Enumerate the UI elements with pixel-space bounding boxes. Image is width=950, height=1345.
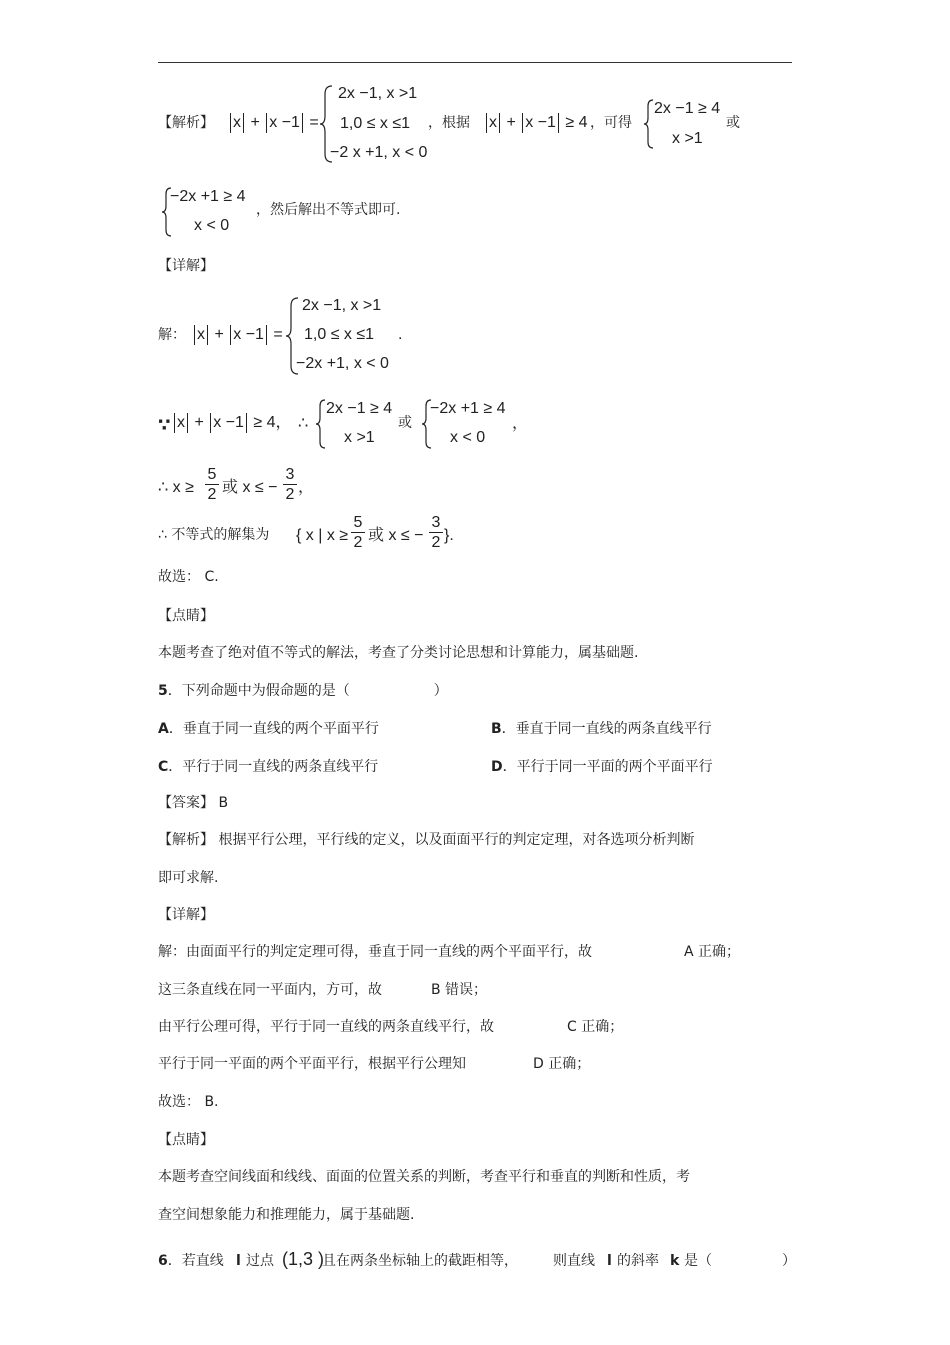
q5-detail-1-result: A 正确； (684, 944, 741, 960)
comment-text-1: 本题考查了绝对值不等式的解法，考查了分类讨论思想和计算能力，属基础题. (158, 645, 639, 661)
line-var-l-2: l (607, 1253, 612, 1269)
detail-tag: 【详解】 (158, 258, 214, 274)
line-var-l-1: l (236, 1253, 241, 1269)
q5-detail-2: 这三条直线在同一平面内，方可，故 (158, 982, 382, 998)
detail-period: . (398, 326, 403, 343)
text-obtain: ，可得 (590, 115, 632, 131)
detail-case-2: 1,0 ≤ x ≤1 (304, 326, 375, 343)
text-or: 或 (726, 115, 740, 131)
comment-text-2a: 本题考查空间线面和线线、面面的位置关系的判断，考查平行和垂直的判断和性质，考 (158, 1169, 690, 1185)
detail-case-1: 2x −1, x >1 (302, 297, 382, 314)
because-symbol: ∵ (158, 415, 171, 435)
detail-sysA-line1: 2x −1 ≥ 4 (326, 400, 393, 417)
solution-set-prefix: ∴ 不等式的解集为 (158, 527, 270, 543)
header-rule (158, 62, 792, 63)
result1-end: ， (298, 479, 315, 496)
result1-mid: 或 x ≤ − (222, 479, 278, 496)
detail-case-3: −2x +1, x < 0 (296, 355, 389, 372)
set-fraction-3-2: 3 2 (429, 514, 443, 551)
choice-b: 故选： B. (158, 1094, 219, 1110)
detail-sysB-line1: −2x +1 ≥ 4 (430, 400, 506, 417)
q6-text-6: 是（ (684, 1253, 712, 1269)
abs-expression (228, 113, 319, 133)
solution-set-open: { x | x ≥ (296, 527, 349, 544)
q5-detail-2-result: B 错误； (431, 982, 488, 998)
q5-analysis-2: 即可求解. (158, 870, 219, 886)
q5-detail-1: 解：由面面平行的判定定理可得，垂直于同一直线的两个平面平行，故 (158, 944, 592, 960)
comment-tag-2: 【点睛】 (158, 1132, 214, 1148)
option-c: C．平行于同一直线的两条直线平行 (158, 759, 379, 775)
answer-line: 【答案】 B (158, 795, 229, 811)
system-brace-3 (316, 398, 326, 450)
option-d: D．平行于同一平面的两个平面平行 (491, 759, 713, 775)
system-brace-1 (644, 98, 654, 150)
fraction-3-2: 3 2 (283, 466, 297, 503)
q5-detail-3: 由平行公理可得，平行于同一直线的两条直线平行，故 (158, 1019, 494, 1035)
result1-prefix: ∴ x ≥ (158, 479, 194, 496)
system1-line1: 2x −1 ≥ 4 (654, 100, 721, 117)
condition-expression: x + x −1 ≥ 4 (484, 113, 588, 133)
choice-c: 故选： C. (158, 569, 219, 585)
piecewise-case-2: 1,0 ≤ x ≤1 (340, 115, 411, 132)
fraction-5-2: 5 2 (205, 466, 219, 503)
var-x: x (233, 114, 241, 132)
comment-tag-1: 【点睛】 (158, 608, 214, 624)
q5-detail-4: 平行于同一平面的两个平面平行，根据平行公理知 (158, 1056, 466, 1072)
plus-sign: + (250, 114, 260, 132)
question-5-stem: 5．下列命题中为假命题的是（ ） (158, 683, 448, 699)
q5-detail-tag: 【详解】 (158, 907, 214, 923)
comment-text-2b: 查空间想象能力和推理能力，属于基础题. (158, 1207, 415, 1223)
option-b: B．垂直于同一直线的两条直线平行 (491, 721, 712, 737)
q5-detail-3-result: C 正确； (567, 1019, 624, 1035)
detail-or: 或 (398, 415, 412, 431)
point-1-3: (1,3 ) (282, 1249, 325, 1269)
system1-line2: x >1 (672, 130, 703, 147)
text-according: ，根据 (428, 115, 470, 131)
because-expression: x + x −1 ≥ 4， (172, 413, 292, 433)
q6-text-5: 的斜率 (617, 1253, 659, 1269)
piecewise-case-1: 2x −1, x >1 (338, 85, 418, 102)
piecewise-case-3: −2 x +1, x < 0 (330, 144, 428, 161)
abs-term: x −1 (269, 114, 300, 132)
q6-text-4: 则直线 (553, 1253, 595, 1269)
system2-line1: −2x +1 ≥ 4 (170, 188, 246, 205)
q6-text-3: 且在两条坐标轴上的截距相等， (322, 1253, 518, 1269)
detail-abs-expression: x + x −1 = (192, 325, 283, 345)
equals-sign: = (309, 114, 319, 132)
option-a: A．垂直于同一直线的两个平面平行 (158, 721, 379, 737)
detail-sysA-line2: x >1 (344, 429, 375, 446)
q5-analysis-1: 【解析】 根据平行公理，平行线的定义，以及面面平行的判定定理，对各选项分析判断 (158, 832, 695, 848)
q6-text-2: 过点 (246, 1253, 274, 1269)
system2-line2: x < 0 (194, 217, 230, 234)
q6-text-7: ） (782, 1253, 796, 1269)
detail-comma: ， (512, 415, 529, 432)
analysis-tag: 【解析】 (158, 115, 214, 131)
detail-sysB-line2: x < 0 (450, 429, 486, 446)
therefore-symbol: ∴ (298, 415, 309, 432)
slope-var-k: k (670, 1253, 680, 1269)
solution-set-mid: 或 x ≤ − (368, 527, 424, 544)
question-6-stem: 6．若直线 (158, 1253, 224, 1269)
q5-detail-4-result: D 正确； (533, 1056, 591, 1072)
analysis-tail: ，然后解出不等式即可. (256, 202, 401, 218)
solution-set-close: }. (444, 527, 454, 544)
set-fraction-5-2: 5 2 (351, 514, 365, 551)
solution-label: 解： (158, 327, 186, 343)
